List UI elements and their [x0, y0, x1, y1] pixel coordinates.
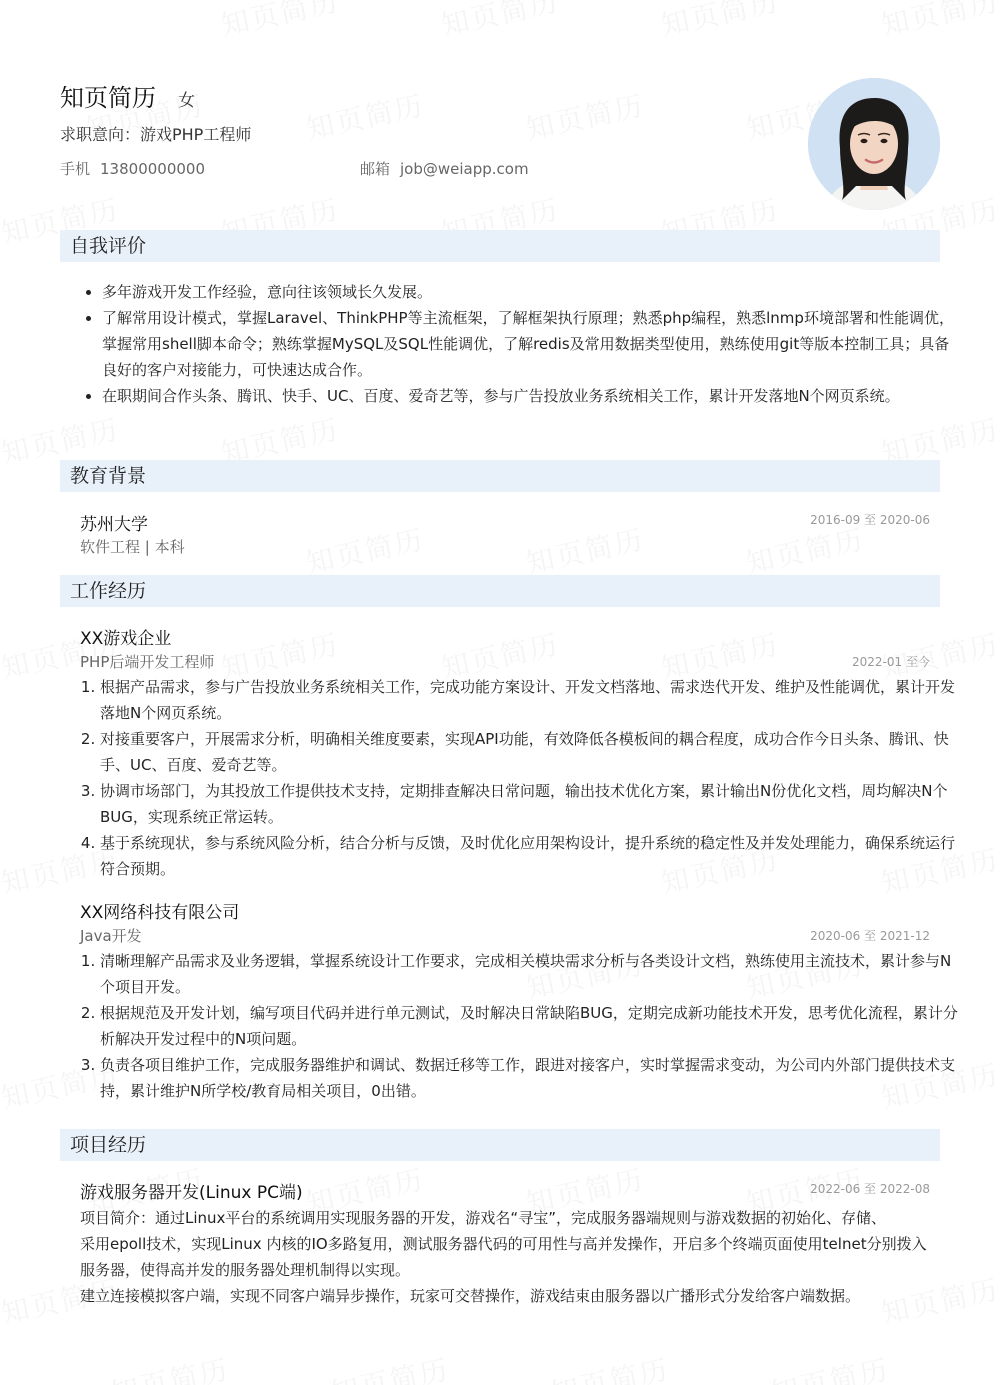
list-item: 4. 基于系统现状，参与系统风险分析，结合分析与反馈，及时优化应用架构设计，提升系统的稳定性及并发处理能力，确保系统运行符合预期。	[100, 830, 960, 882]
email-value: job@weiapp.com	[400, 160, 529, 178]
section-projects-header: 项目经历	[60, 1129, 940, 1161]
job-role: PHP后端开发工程师	[80, 653, 215, 671]
job-date: 2020-06 至 2021-12	[810, 929, 930, 943]
list-item: 3. 负责各项目维护工作，完成服务器维护和调试、数据迁移等工作，跟进对接客户，实时掌握需求变动，为公司内外部门提供技术支持，累计维护N所学校/教育局相关项目，0出错。	[100, 1052, 960, 1104]
project-date: 2022-06 至 2022-08	[810, 1182, 930, 1196]
candidate-gender: 女	[178, 91, 195, 111]
job-role: Java开发	[80, 927, 142, 945]
list-item: 1. 清晰理解产品需求及业务逻辑，掌握系统设计工作要求，完成相关模块需求分析与各类设计文档，熟练使用主流技术，累计参与N个项目开发。	[100, 948, 960, 1000]
project-name: 游戏服务器开发(Linux PC端)	[80, 1183, 303, 1203]
list-item: • 了解常用设计模式，掌握Laravel、ThinkPHP等主流框架，了解框架执行原理；熟悉php编程，熟悉lnmp环境部署和性能调优，掌握常用shell脚本命令；熟练掌握MySQL及SQL性能调优，了解redis及常用数据类型使用，熟练使用git等版本控制工具；具备良好的客户对接能力，可快速达成合作。	[102, 305, 962, 383]
phone-label: 手机	[60, 160, 91, 178]
job-duties-list	[80, 948, 960, 1104]
education-date: 2016-09 至 2020-06	[810, 513, 930, 527]
list-item: • 在职期间合作头条、腾讯、快手、UC、百度、爱奇艺等，参与广告投放业务系统相关工作，累计开发落地N个网页系统。	[102, 383, 962, 409]
section-self-evaluation-header: 自我评价	[60, 230, 940, 262]
section-education-header: 教育背景	[60, 460, 940, 492]
school-name: 苏州大学	[80, 515, 148, 535]
list-item: 1. 根据产品需求，参与广告投放业务系统相关工作，完成功能方案设计、开发文档落地、需求迭代开发、维护及性能调优，累计开发落地N个网页系统。	[100, 674, 960, 726]
job-intent: 求职意向：游戏PHP工程师	[60, 125, 252, 144]
project-description	[80, 1205, 936, 1309]
email-contact	[360, 158, 529, 179]
phone-value: 13800000000	[100, 160, 205, 178]
avatar-photo	[808, 78, 940, 210]
project-line: 项目简介：通过Linux平台的系统调用实现服务器的开发，游戏名“寻宝”，完成服务器端规则与游戏数据的初始化、存储、	[80, 1209, 886, 1227]
major-degree: 软件工程 | 本科	[80, 538, 185, 556]
list-item: 2. 根据规范及开发计划，编写项目代码并进行单元测试，及时解决日常缺陷BUG，定期完成新功能技术开发，思考优化流程，累计分析解决开发过程中的N项问题。	[100, 1000, 960, 1052]
email-label: 邮箱	[360, 160, 391, 178]
list-item: • 多年游戏开发工作经验，意向往该领域长久发展。	[102, 279, 962, 305]
section-work-header: 工作经历	[60, 575, 940, 607]
company-name: XX网络科技有限公司	[80, 903, 240, 923]
project-line: 建立连接模拟客户端，实现不同客户端异步操作，玩家可交替操作，游戏结束由服务器以广播形式分发给客户端数据。	[80, 1287, 861, 1305]
project-line: 采用epoll技术，实现Linux 内核的IO多路复用，测试服务器代码的可用性与高并发操作，开启多个终端页面使用telnet分别拨入服务器，使得高并发的服务器处理机制得以实现。	[80, 1235, 927, 1279]
list-item: 3. 协调市场部门，为其投放工作提供技术支持，定期排查解决日常问题，输出技术优化方案，累计输出N份优化文档，周均解决N个BUG，实现系统正常运转。	[100, 778, 960, 830]
company-name: XX游戏企业	[80, 629, 172, 649]
phone-contact	[60, 158, 205, 179]
list-item: 2. 对接重要客户，开展需求分析，明确相关维度要素，实现API功能，有效降低各模板间的耦合程度，成功合作今日头条、腾讯、快手、UC、百度、爱奇艺等。	[100, 726, 960, 778]
candidate-name: 知页简历	[60, 84, 156, 112]
job-duties-list	[80, 674, 960, 882]
job-date: 2022-01 至今	[852, 655, 930, 669]
self-evaluation-list	[80, 279, 962, 409]
